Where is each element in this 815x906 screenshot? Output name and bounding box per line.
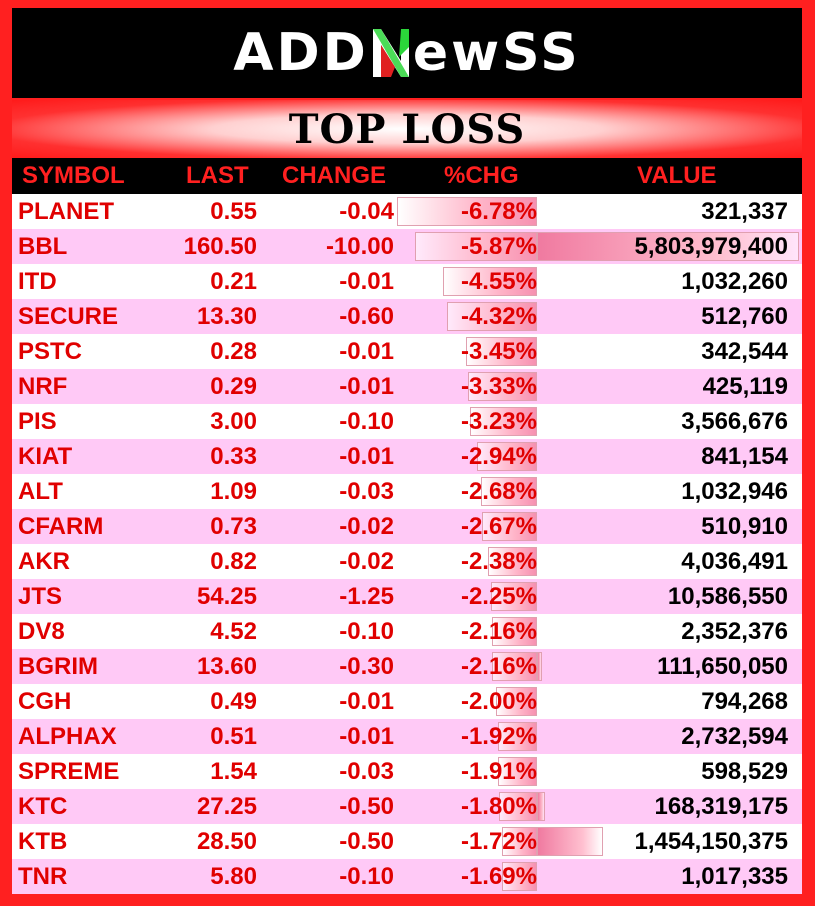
cell-change xyxy=(257,408,394,436)
cell-symbol xyxy=(12,268,152,296)
cell-value xyxy=(537,334,802,369)
cell-last xyxy=(152,828,257,856)
header-symbol[interactable]: SYMBOL xyxy=(22,162,125,189)
cell-change xyxy=(257,303,394,331)
cell-pct-change xyxy=(394,474,537,509)
cell-symbol xyxy=(12,863,152,891)
cell-change xyxy=(257,233,394,261)
cell-change-text: -0.01 xyxy=(339,722,394,750)
cell-value xyxy=(537,509,802,544)
cell-last-text: 0.51 xyxy=(210,722,257,750)
cell-pct-change xyxy=(394,859,537,894)
cell-value xyxy=(537,824,802,859)
cell-value xyxy=(537,229,802,264)
cell-last-text: 27.25 xyxy=(196,792,257,820)
cell-pct-change xyxy=(394,719,537,754)
cell-pct-change xyxy=(394,614,537,649)
cell-value xyxy=(537,369,802,404)
table-row[interactable] xyxy=(12,439,802,474)
table-row[interactable] xyxy=(12,789,802,824)
cell-change xyxy=(257,373,394,401)
top-loss-table xyxy=(12,158,802,894)
cell-last-text: 0.73 xyxy=(210,512,257,540)
cell-pct-change xyxy=(394,579,537,614)
cell-last-text: 0.55 xyxy=(210,197,257,225)
cell-symbol-text: KTB xyxy=(18,827,68,855)
logo-n-accent-icon xyxy=(371,27,411,79)
cell-last xyxy=(152,723,257,751)
cell-last-text: 28.50 xyxy=(196,827,257,855)
cell-pct-change xyxy=(394,649,537,684)
table-row[interactable] xyxy=(12,404,802,439)
cell-last-text: 0.82 xyxy=(210,547,257,575)
cell-symbol xyxy=(12,548,152,576)
cell-symbol xyxy=(12,828,152,856)
cell-value xyxy=(537,859,802,894)
cell-change-text: -0.50 xyxy=(339,827,394,855)
cell-last-text: 0.49 xyxy=(210,687,257,715)
cell-change-text: -0.04 xyxy=(339,197,394,225)
value-databar xyxy=(537,792,545,821)
cell-last xyxy=(152,513,257,541)
cell-change xyxy=(257,583,394,611)
cell-symbol-text: ALT xyxy=(18,477,63,505)
cell-value xyxy=(537,299,802,334)
cell-value xyxy=(537,404,802,439)
cell-value-text: 2,352,376 xyxy=(681,617,788,645)
cell-change xyxy=(257,443,394,471)
table-row[interactable] xyxy=(12,684,802,719)
cell-symbol xyxy=(12,233,152,261)
cell-value xyxy=(537,614,802,649)
cell-value-text: 425,119 xyxy=(702,372,788,400)
cell-symbol-text: TNR xyxy=(18,862,68,890)
cell-value-text: 1,032,260 xyxy=(681,267,788,295)
cell-last xyxy=(152,863,257,891)
cell-last-text: 3.00 xyxy=(210,407,257,435)
cell-change-text: -0.01 xyxy=(339,372,394,400)
logo-text-left: ADD xyxy=(233,23,369,83)
cell-pct-change xyxy=(394,789,537,824)
cell-change-text: -0.01 xyxy=(339,442,394,470)
logo-text-right: ewSS xyxy=(412,23,581,83)
cell-pct-change-text: -2.68% xyxy=(460,477,537,505)
cell-symbol-text: ITD xyxy=(18,267,57,295)
cell-symbol-text: BBL xyxy=(18,232,68,260)
table-row[interactable] xyxy=(12,194,802,229)
cell-value-text: 111,650,050 xyxy=(657,652,788,680)
cell-last-text: 13.30 xyxy=(196,302,257,330)
table-row[interactable] xyxy=(12,824,802,859)
cell-pct-change xyxy=(394,754,537,789)
cell-pct-change-text: -1.69% xyxy=(460,862,537,890)
cell-value xyxy=(537,649,802,684)
cell-change-text: -0.60 xyxy=(339,302,394,330)
cell-symbol-text: NRF xyxy=(18,372,68,400)
cell-pct-change-text: -2.16% xyxy=(460,617,537,645)
cell-pct-change xyxy=(394,229,537,264)
table-row[interactable] xyxy=(12,334,802,369)
table-row[interactable] xyxy=(12,509,802,544)
cell-symbol xyxy=(12,408,152,436)
value-databar xyxy=(537,652,542,681)
cell-change xyxy=(257,618,394,646)
cell-value-text: 794,268 xyxy=(701,687,788,715)
cell-change-text: -0.03 xyxy=(339,757,394,785)
header-value[interactable]: VALUE xyxy=(637,162,717,189)
cell-last-text: 13.60 xyxy=(196,652,257,680)
cell-pct-change-text: -1.92% xyxy=(460,722,537,750)
cell-pct-change xyxy=(394,824,537,859)
cell-symbol xyxy=(12,373,152,401)
cell-value-text: 342,544 xyxy=(701,337,788,365)
cell-value-text: 5,803,979,400 xyxy=(634,232,788,260)
header-change[interactable]: CHANGE xyxy=(282,162,387,189)
cell-symbol xyxy=(12,793,152,821)
cell-last xyxy=(152,688,257,716)
cell-value xyxy=(537,719,802,754)
cell-last-text: 1.09 xyxy=(210,477,257,505)
cell-pct-change-text: -1.80% xyxy=(460,792,537,820)
cell-last-text: 4.52 xyxy=(210,617,257,645)
cell-pct-change-text: -3.45% xyxy=(460,337,537,365)
table-row[interactable] xyxy=(12,579,802,614)
cell-pct-change-text: -2.94% xyxy=(460,442,537,470)
cell-last-text: 160.50 xyxy=(183,232,257,260)
cell-symbol-text: SECURE xyxy=(18,302,119,330)
cell-value-text: 598,529 xyxy=(701,757,788,785)
cell-last xyxy=(152,303,257,331)
table-row[interactable] xyxy=(12,299,802,334)
cell-change xyxy=(257,548,394,576)
cell-pct-change xyxy=(394,544,537,579)
cell-pct-change-text: -2.67% xyxy=(460,512,537,540)
cell-last xyxy=(152,408,257,436)
cell-symbol-text: KTC xyxy=(18,792,68,820)
cell-last-text: 0.28 xyxy=(210,337,257,365)
cell-value-text: 2,732,594 xyxy=(681,722,788,750)
header-last[interactable]: LAST xyxy=(186,162,249,189)
cell-change-text: -0.30 xyxy=(339,652,394,680)
value-databar xyxy=(537,827,603,856)
cell-pct-change-text: -2.16% xyxy=(460,652,537,680)
cell-value-text: 168,319,175 xyxy=(654,792,788,820)
cell-change-text: -0.10 xyxy=(339,617,394,645)
cell-last-text: 54.25 xyxy=(196,582,257,610)
cell-symbol-text: PLANET xyxy=(18,197,114,225)
cell-symbol xyxy=(12,583,152,611)
cell-symbol-text: DV8 xyxy=(18,617,65,645)
cell-change-text: -10.00 xyxy=(325,232,394,260)
cell-last-text: 0.21 xyxy=(210,267,257,295)
cell-value-text: 1,017,335 xyxy=(681,862,788,890)
cell-change xyxy=(257,723,394,751)
cell-last xyxy=(152,653,257,681)
cell-last xyxy=(152,198,257,226)
cell-symbol xyxy=(12,478,152,506)
cell-change-text: -1.25 xyxy=(339,582,394,610)
cell-value-text: 10,586,550 xyxy=(667,582,788,610)
cell-last xyxy=(152,373,257,401)
cell-pct-change-text: -4.55% xyxy=(460,267,537,295)
table-row[interactable] xyxy=(12,719,802,754)
cell-change xyxy=(257,863,394,891)
cell-pct-change-text: -6.78% xyxy=(460,197,537,225)
page-title: TOP LOSS xyxy=(288,105,526,153)
cell-last-text: 5.80 xyxy=(210,862,257,890)
cell-symbol-text: BGRIM xyxy=(18,652,98,680)
cell-change xyxy=(257,338,394,366)
table-body xyxy=(12,194,802,894)
cell-value-text: 3,566,676 xyxy=(681,407,788,435)
cell-change xyxy=(257,758,394,786)
cell-change-text: -0.03 xyxy=(339,477,394,505)
cell-pct-change-text: -5.87% xyxy=(460,232,537,260)
cell-symbol-text: CGH xyxy=(18,687,72,715)
cell-last xyxy=(152,233,257,261)
cell-change-text: -0.50 xyxy=(339,792,394,820)
cell-change xyxy=(257,268,394,296)
cell-value xyxy=(537,474,802,509)
header-pct-change[interactable]: %CHG xyxy=(444,162,519,189)
cell-pct-change-text: -2.38% xyxy=(460,547,537,575)
cell-value-text: 321,337 xyxy=(701,197,788,225)
cell-symbol-text: AKR xyxy=(18,547,70,575)
cell-pct-change-text: -2.25% xyxy=(460,582,537,610)
cell-symbol xyxy=(12,688,152,716)
cell-change-text: -0.02 xyxy=(339,547,394,575)
cell-symbol-text: SPREME xyxy=(18,757,120,785)
cell-symbol xyxy=(12,723,152,751)
table-header xyxy=(12,158,802,194)
cell-symbol xyxy=(12,303,152,331)
cell-value xyxy=(537,579,802,614)
cell-symbol-text: CFARM xyxy=(18,512,104,540)
cell-pct-change xyxy=(394,404,537,439)
cell-value xyxy=(537,194,802,229)
cell-change xyxy=(257,653,394,681)
cell-symbol-text: PIS xyxy=(18,407,57,435)
cell-change xyxy=(257,688,394,716)
cell-symbol-text: PSTC xyxy=(18,337,83,365)
cell-value-text: 510,910 xyxy=(701,512,788,540)
cell-symbol-text: ALPHAX xyxy=(18,722,117,750)
cell-value-text: 841,154 xyxy=(701,442,788,470)
cell-last-text: 0.29 xyxy=(210,372,257,400)
cell-symbol-text: KIAT xyxy=(18,442,73,470)
cell-pct-change-text: -3.33% xyxy=(460,372,537,400)
cell-value-text: 1,032,946 xyxy=(681,477,788,505)
cell-value xyxy=(537,754,802,789)
cell-symbol xyxy=(12,198,152,226)
cell-value xyxy=(537,264,802,299)
table-row[interactable] xyxy=(12,369,802,404)
cell-value xyxy=(537,544,802,579)
cell-symbol xyxy=(12,758,152,786)
cell-symbol xyxy=(12,653,152,681)
cell-last xyxy=(152,758,257,786)
table-row[interactable] xyxy=(12,264,802,299)
cell-pct-change xyxy=(394,684,537,719)
cell-value xyxy=(537,684,802,719)
title-band xyxy=(12,100,802,158)
cell-value-text: 512,760 xyxy=(701,302,788,330)
table-row[interactable] xyxy=(12,614,802,649)
cell-change xyxy=(257,828,394,856)
header-logo-bar xyxy=(12,8,802,98)
cell-last xyxy=(152,443,257,471)
cell-change xyxy=(257,478,394,506)
cell-value-text: 1,454,150,375 xyxy=(634,827,788,855)
cell-change-text: -0.02 xyxy=(339,512,394,540)
cell-symbol-text: JTS xyxy=(18,582,63,610)
cell-pct-change-text: -1.72% xyxy=(460,827,537,855)
cell-last xyxy=(152,478,257,506)
cell-symbol xyxy=(12,338,152,366)
cell-pct-change xyxy=(394,509,537,544)
cell-symbol xyxy=(12,618,152,646)
table-row[interactable] xyxy=(12,649,802,684)
cell-pct-change xyxy=(394,369,537,404)
table-row[interactable] xyxy=(12,229,802,264)
cell-value xyxy=(537,789,802,824)
cell-change-text: -0.01 xyxy=(339,337,394,365)
cell-change xyxy=(257,513,394,541)
cell-pct-change-text: -4.32% xyxy=(460,302,537,330)
cell-pct-change xyxy=(394,194,537,229)
cell-pct-change xyxy=(394,439,537,474)
cell-value xyxy=(537,439,802,474)
cell-last xyxy=(152,548,257,576)
cell-pct-change xyxy=(394,334,537,369)
table-row[interactable] xyxy=(12,859,802,894)
cell-last xyxy=(152,583,257,611)
cell-last xyxy=(152,793,257,821)
cell-change-text: -0.01 xyxy=(339,687,394,715)
table-row[interactable] xyxy=(12,754,802,789)
cell-change-text: -0.01 xyxy=(339,267,394,295)
cell-last-text: 1.54 xyxy=(210,757,257,785)
cell-last xyxy=(152,618,257,646)
cell-pct-change-text: -2.00% xyxy=(460,687,537,715)
cell-last xyxy=(152,268,257,296)
cell-pct-change xyxy=(394,299,537,334)
cell-value-text: 4,036,491 xyxy=(681,547,788,575)
cell-last-text: 0.33 xyxy=(210,442,257,470)
cell-pct-change-text: -3.23% xyxy=(460,407,537,435)
cell-change xyxy=(257,198,394,226)
cell-pct-change-text: -1.91% xyxy=(460,757,537,785)
table-row[interactable] xyxy=(12,474,802,509)
cell-change xyxy=(257,793,394,821)
cell-last xyxy=(152,338,257,366)
table-row[interactable] xyxy=(12,544,802,579)
cell-symbol xyxy=(12,443,152,471)
cell-symbol xyxy=(12,513,152,541)
cell-change-text: -0.10 xyxy=(339,862,394,890)
cell-pct-change xyxy=(394,264,537,299)
brand-logo xyxy=(233,23,580,83)
cell-change-text: -0.10 xyxy=(339,407,394,435)
